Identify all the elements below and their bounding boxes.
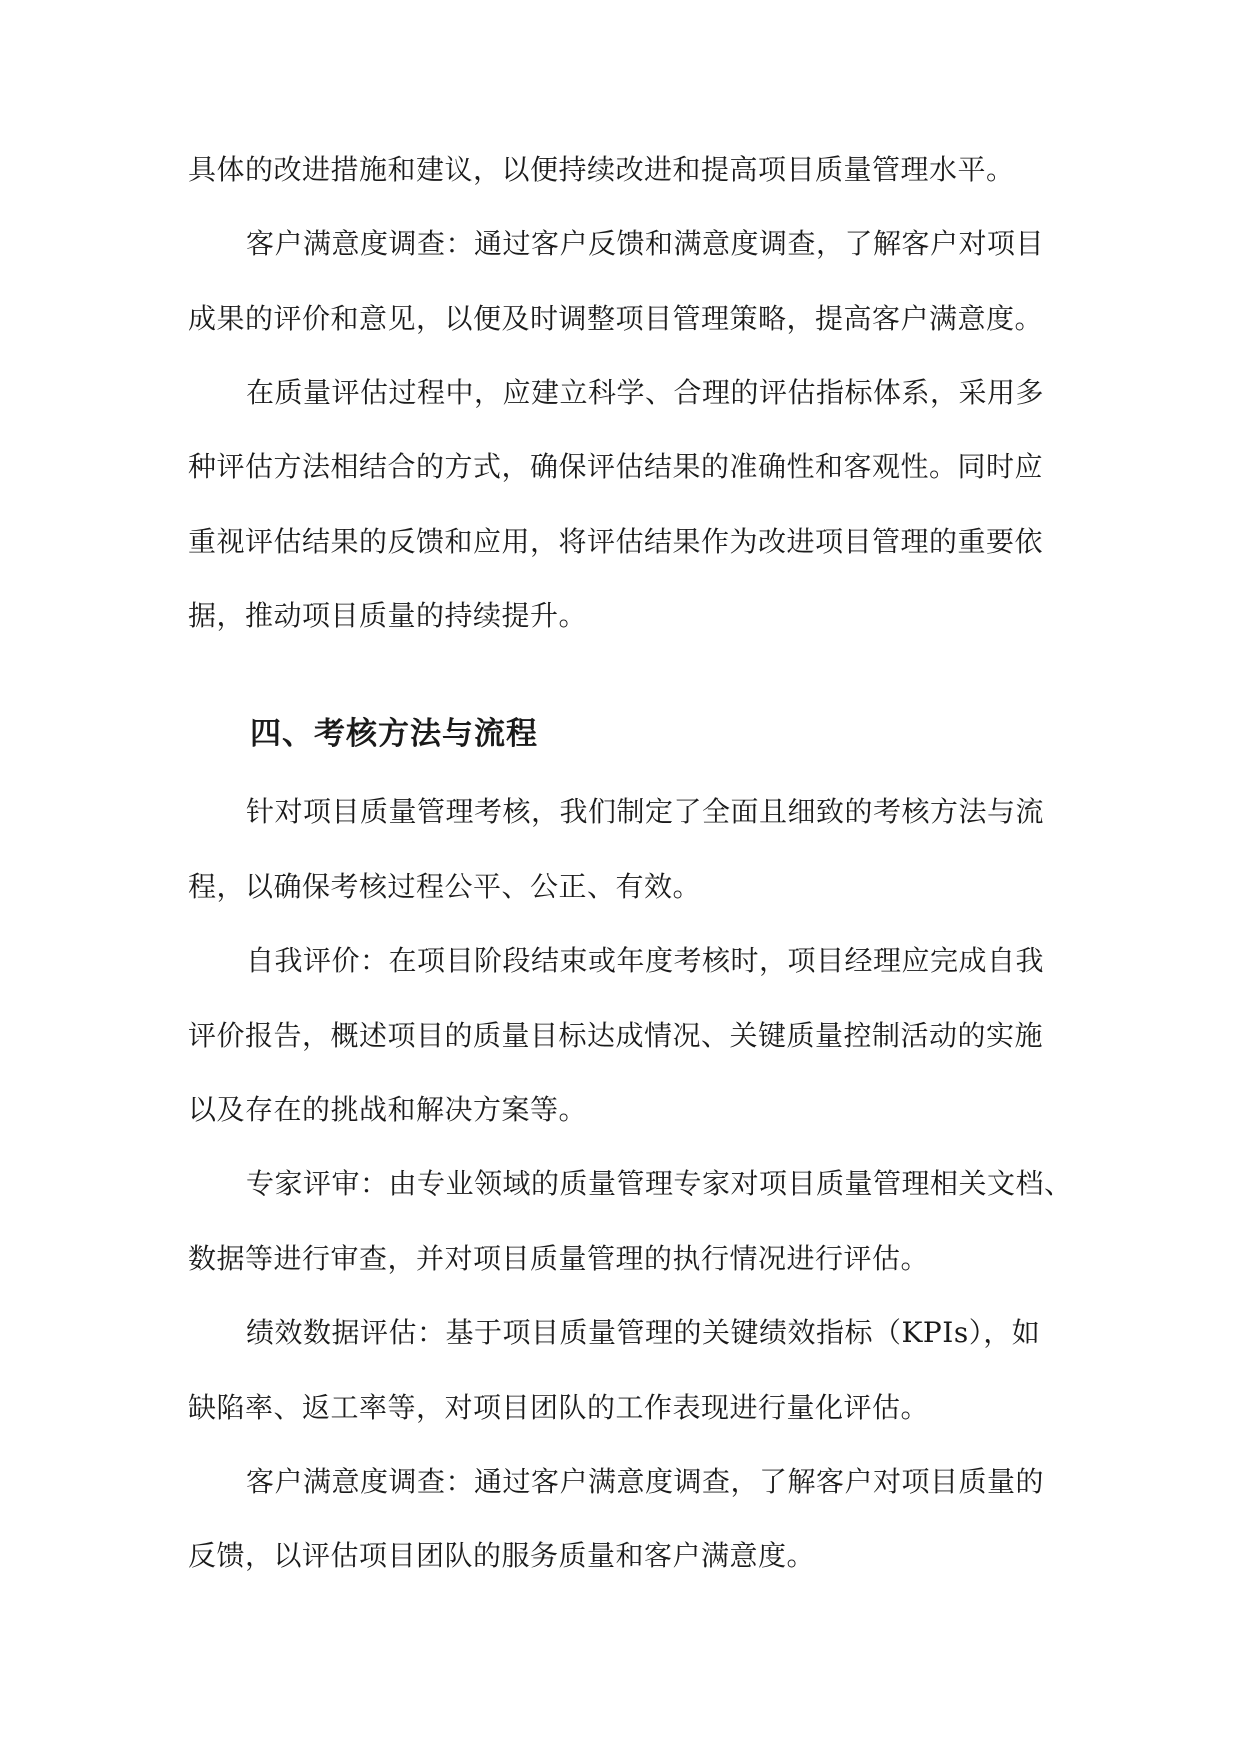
paragraph-line: 客户满意度调查：通过客户反馈和满意度调查，了解客户对项目: [246, 227, 1045, 260]
paragraph-line: 绩效数据评估：基于项目质量管理的关键绩效指标（KPIs），如: [246, 1316, 1041, 1349]
paragraph-line: 重视评估结果的反馈和应用，将评估结果作为改进项目管理的重要依: [188, 525, 1044, 558]
paragraph-line: 客户满意度调查：通过客户满意度调查，了解客户对项目质量的: [246, 1465, 1045, 1498]
paragraph-line: 反馈，以评估项目团队的服务质量和客户满意度。: [188, 1539, 816, 1572]
paragraph-line: 成果的评价和意见，以便及时调整项目管理策略，提高客户满意度。: [188, 302, 1044, 335]
paragraph-line: 在质量评估过程中，应建立科学、合理的评估指标体系，采用多: [246, 376, 1045, 409]
paragraph-line: 以及存在的挑战和解决方案等。: [188, 1093, 588, 1126]
paragraph-line: 缺陷率、返工率等，对项目团队的工作表现进行量化评估。: [188, 1391, 930, 1424]
paragraph-line: 程，以确保考核过程公平、公正、有效。: [188, 870, 702, 903]
paragraph-line: 针对项目质量管理考核，我们制定了全面且细致的考核方法与流: [246, 795, 1045, 828]
paragraph-line: 数据等进行审查，并对项目质量管理的执行情况进行评估。: [188, 1242, 930, 1275]
paragraph-line: 具体的改进措施和建议，以便持续改进和提高项目质量管理水平。: [188, 153, 1015, 186]
section-heading: 四、考核方法与流程: [250, 716, 538, 752]
paragraph-line: 专家评审：由专业领域的质量管理专家对项目质量管理相关文档、: [246, 1167, 1073, 1200]
paragraph-line: 评价报告，概述项目的质量目标达成情况、关键质量控制活动的实施: [188, 1019, 1044, 1052]
paragraph-line: 自我评价：在项目阶段结束或年度考核时，项目经理应完成自我: [246, 944, 1045, 977]
paragraph-line: 据，推动项目质量的持续提升。: [188, 599, 588, 632]
paragraph-line: 种评估方法相结合的方式，确保评估结果的准确性和客观性。同时应: [188, 450, 1044, 483]
